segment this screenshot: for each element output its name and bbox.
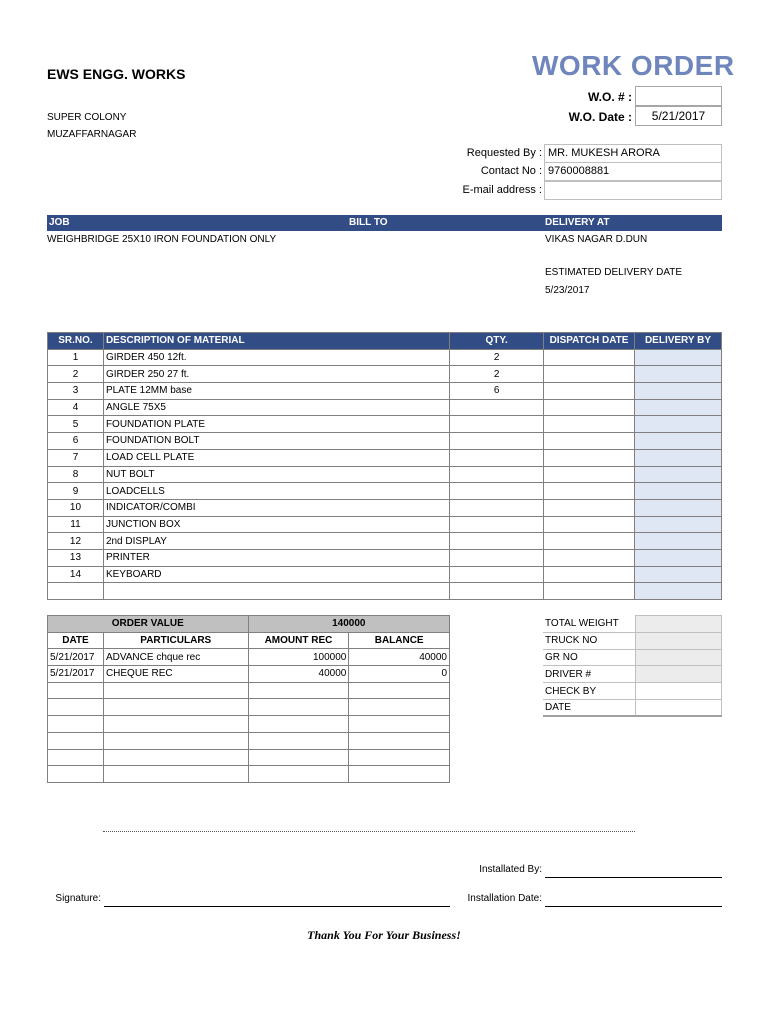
qty-cell	[450, 466, 544, 483]
shipping-value-field[interactable]	[636, 649, 722, 666]
dotted-divider	[103, 831, 635, 832]
amount-cell	[248, 716, 349, 733]
dispatch-cell[interactable]	[544, 516, 635, 533]
amount-cell	[248, 699, 349, 716]
table-row	[48, 766, 450, 783]
qty-cell	[450, 416, 544, 433]
section-header-bar	[47, 215, 722, 231]
delivery-by-cell[interactable]	[635, 383, 722, 400]
contact-field[interactable]: 9760008881	[544, 162, 722, 181]
balance-cell: 0	[349, 666, 450, 683]
sr-cell: 5	[48, 416, 104, 433]
company-address-line2: MUZAFFARNAGAR	[47, 129, 137, 140]
qty-cell: 2	[450, 349, 544, 366]
particulars-cell	[103, 749, 248, 766]
table-row	[48, 666, 450, 683]
amount-cell	[248, 766, 349, 783]
col-header-delivery-by: DELIVERY BY	[635, 333, 722, 350]
wo-date-label: W.O. Date :	[568, 110, 632, 124]
balance-cell	[349, 749, 450, 766]
description-cell: PLATE 12MM base	[103, 383, 449, 400]
sr-cell: 6	[48, 433, 104, 450]
shipping-value-field[interactable]	[636, 699, 722, 716]
shipping-details-table	[543, 615, 722, 717]
description-cell: NUT BOLT	[103, 466, 449, 483]
qty-cell	[450, 499, 544, 516]
sr-cell: 7	[48, 449, 104, 466]
table-row	[48, 416, 722, 433]
description-cell	[103, 583, 449, 600]
sr-cell: 8	[48, 466, 104, 483]
dispatch-cell[interactable]	[544, 549, 635, 566]
company-name: EWS ENGG. WORKS	[47, 66, 186, 82]
bill-to-heading: BILL TO	[349, 217, 388, 228]
delivery-by-cell[interactable]	[635, 449, 722, 466]
col-header-dispatch-date: DISPATCH DATE	[544, 333, 635, 350]
shipping-row	[543, 683, 722, 700]
description-cell: GIRDER 450 12ft.	[103, 349, 449, 366]
description-cell: FOUNDATION BOLT	[103, 433, 449, 450]
delivery-by-cell[interactable]	[635, 566, 722, 583]
description-cell: INDICATOR/COMBI	[103, 499, 449, 516]
signature-line[interactable]	[104, 906, 450, 907]
qty-cell	[450, 566, 544, 583]
table-row	[48, 366, 722, 383]
col-header-description: DESCRIPTION OF MATERIAL	[103, 333, 449, 350]
table-row	[48, 583, 722, 600]
description-cell: LOAD CELL PLATE	[103, 449, 449, 466]
shipping-row	[543, 616, 722, 633]
sr-cell: 3	[48, 383, 104, 400]
shipping-value-field[interactable]	[636, 666, 722, 683]
email-label: E-mail address :	[462, 184, 542, 196]
signature-label: Signature:	[55, 893, 101, 904]
shipping-label: TOTAL WEIGHT	[543, 616, 636, 633]
delivery-place: VIKAS NAGAR D.DUN	[545, 234, 648, 245]
col-header-sr: SR.NO.	[48, 333, 104, 350]
amount-cell: 100000	[248, 649, 349, 666]
shipping-label: CHECK BY	[543, 683, 636, 700]
table-row	[48, 349, 722, 366]
qty-cell	[450, 583, 544, 600]
shipping-row	[543, 666, 722, 683]
particulars-cell	[103, 766, 248, 783]
table-row	[48, 682, 450, 699]
description-cell: ANGLE 75X5	[103, 399, 449, 416]
amount-cell	[248, 682, 349, 699]
table-row	[48, 533, 722, 550]
sr-cell: 14	[48, 566, 104, 583]
delivery-by-cell[interactable]	[635, 433, 722, 450]
table-row	[48, 566, 722, 583]
table-row	[48, 732, 450, 749]
balance-cell	[349, 766, 450, 783]
sr-cell: 12	[48, 533, 104, 550]
installation-date-label: Installation Date:	[467, 893, 542, 904]
dispatch-cell[interactable]	[544, 566, 635, 583]
balance-cell	[349, 716, 450, 733]
date-cell	[48, 766, 104, 783]
job-description: WEIGHBRIDGE 25X10 IRON FOUNDATION ONLY	[47, 234, 277, 245]
dispatch-cell[interactable]	[544, 499, 635, 516]
delivery-by-cell[interactable]	[635, 466, 722, 483]
sr-cell: 4	[48, 399, 104, 416]
table-row	[48, 483, 722, 500]
sr-cell: 11	[48, 516, 104, 533]
table-row	[48, 549, 722, 566]
order-value-label: ORDER VALUE	[48, 616, 249, 633]
wo-date-field[interactable]: 5/21/2017	[635, 106, 722, 126]
date-cell	[48, 732, 104, 749]
sr-cell: 2	[48, 366, 104, 383]
order-value-amount: 140000	[248, 616, 449, 633]
delivery-at-heading: DELIVERY AT	[545, 217, 610, 228]
shipping-row	[543, 632, 722, 649]
dispatch-cell[interactable]	[544, 466, 635, 483]
wo-number-label: W.O. # :	[587, 90, 632, 104]
table-row	[48, 449, 722, 466]
wo-number-field[interactable]	[635, 86, 722, 106]
particulars-cell: CHEQUE REC	[103, 666, 248, 683]
order-value-row	[48, 616, 450, 633]
qty-cell	[450, 516, 544, 533]
table-row	[48, 716, 450, 733]
particulars-cell: ADVANCE chque rec	[103, 649, 248, 666]
delivery-by-cell[interactable]	[635, 499, 722, 516]
qty-cell	[450, 533, 544, 550]
sr-cell: 9	[48, 483, 104, 500]
shipping-label: DATE	[543, 699, 636, 716]
delivery-by-cell[interactable]	[635, 349, 722, 366]
table-row	[48, 499, 722, 516]
particulars-cell	[103, 716, 248, 733]
document-title: WORK ORDER	[532, 50, 735, 81]
delivery-by-cell[interactable]	[635, 399, 722, 416]
date-cell	[48, 749, 104, 766]
delivery-by-cell[interactable]	[635, 483, 722, 500]
dispatch-cell[interactable]	[544, 399, 635, 416]
installation-date-line[interactable]	[545, 906, 722, 907]
sr-cell: 1	[48, 349, 104, 366]
description-cell: FOUNDATION PLATE	[103, 416, 449, 433]
description-cell: PRINTER	[103, 549, 449, 566]
shipping-value-field[interactable]	[636, 632, 722, 649]
col-header-qty: QTY.	[450, 333, 544, 350]
materials-table	[47, 332, 722, 600]
date-cell	[48, 699, 104, 716]
requested-by-label: Requested By :	[466, 147, 542, 159]
col-header-balance: BALANCE	[349, 632, 450, 649]
table-row	[48, 749, 450, 766]
dispatch-cell[interactable]	[544, 349, 635, 366]
shipping-label: TRUCK NO	[543, 632, 636, 649]
description-cell: LOADCELLS	[103, 483, 449, 500]
description-cell: KEYBOARD	[103, 566, 449, 583]
particulars-cell	[103, 682, 248, 699]
col-header-amount-rec: AMOUNT REC	[248, 632, 349, 649]
delivery-by-cell[interactable]	[635, 416, 722, 433]
dispatch-cell[interactable]	[544, 366, 635, 383]
requested-by-field[interactable]: MR. MUKESH ARORA	[544, 144, 722, 163]
particulars-cell	[103, 699, 248, 716]
qty-cell	[450, 449, 544, 466]
particulars-cell	[103, 732, 248, 749]
col-header-particulars: PARTICULARS	[103, 632, 248, 649]
balance-cell: 40000	[349, 649, 450, 666]
date-cell	[48, 682, 104, 699]
estimated-delivery-label: ESTIMATED DELIVERY DATE	[545, 267, 683, 278]
shipping-label: DRIVER #	[543, 666, 636, 683]
dispatch-cell[interactable]	[544, 383, 635, 400]
delivery-by-cell[interactable]	[635, 549, 722, 566]
shipping-value-field[interactable]	[636, 616, 722, 633]
balance-cell	[349, 732, 450, 749]
thank-you-message: Thank You For Your Business!	[307, 928, 461, 942]
qty-cell: 2	[450, 366, 544, 383]
table-row	[48, 649, 450, 666]
sr-cell	[48, 583, 104, 600]
sr-cell: 10	[48, 499, 104, 516]
balance-cell	[349, 699, 450, 716]
dispatch-cell[interactable]	[544, 533, 635, 550]
dispatch-cell[interactable]	[544, 483, 635, 500]
dispatch-cell[interactable]	[544, 416, 635, 433]
table-row	[48, 466, 722, 483]
table-row	[48, 383, 722, 400]
delivery-by-cell[interactable]	[635, 516, 722, 533]
date-cell	[48, 716, 104, 733]
amount-cell	[248, 749, 349, 766]
contact-label: Contact No :	[480, 165, 542, 177]
shipping-row	[543, 649, 722, 666]
qty-cell	[450, 549, 544, 566]
qty-cell	[450, 483, 544, 500]
qty-cell	[450, 399, 544, 416]
job-heading: JOB	[49, 217, 70, 228]
delivery-by-cell[interactable]	[635, 583, 722, 600]
table-row	[48, 516, 722, 533]
shipping-row	[543, 699, 722, 716]
email-field[interactable]	[544, 181, 722, 200]
dispatch-cell[interactable]	[544, 583, 635, 600]
dispatch-cell[interactable]	[544, 433, 635, 450]
installed-by-line[interactable]	[545, 877, 722, 878]
company-address-line1: SUPER COLONY	[47, 112, 127, 123]
estimated-delivery-date: 5/23/2017	[545, 285, 590, 296]
installed-by-label: Installated By:	[479, 864, 542, 875]
col-header-date: DATE	[48, 632, 104, 649]
description-cell: 2nd DISPLAY	[103, 533, 449, 550]
table-row	[48, 699, 450, 716]
amount-cell	[248, 732, 349, 749]
payment-table	[47, 615, 450, 783]
amount-cell: 40000	[248, 666, 349, 683]
shipping-label: GR NO	[543, 649, 636, 666]
description-cell: JUNCTION BOX	[103, 516, 449, 533]
qty-cell: 6	[450, 383, 544, 400]
delivery-by-cell[interactable]	[635, 533, 722, 550]
description-cell: GIRDER 250 27 ft.	[103, 366, 449, 383]
table-row	[48, 399, 722, 416]
dispatch-cell[interactable]	[544, 449, 635, 466]
delivery-by-cell[interactable]	[635, 366, 722, 383]
qty-cell	[450, 433, 544, 450]
shipping-value-field[interactable]	[636, 683, 722, 700]
sr-cell: 13	[48, 549, 104, 566]
date-cell: 5/21/2017	[48, 666, 104, 683]
table-row	[48, 433, 722, 450]
date-cell: 5/21/2017	[48, 649, 104, 666]
balance-cell	[349, 682, 450, 699]
